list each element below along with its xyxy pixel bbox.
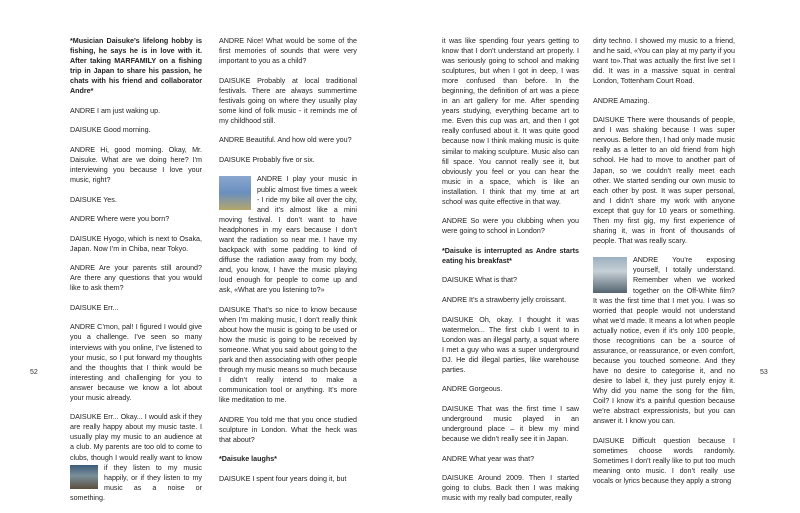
paragraph: DAISUKE Yes.: [70, 195, 117, 204]
paragraph: DAISUKE Good morning.: [70, 126, 151, 135]
paragraph: ANDRE Beautiful. And how old were you?: [219, 136, 352, 145]
paragraph: ANDRE Hi, good morning. Okay, Mr. Daisuke. What are we doing here? I’m interviewing you because I love your music, right?: [70, 145, 202, 185]
column-2: [219, 36, 357, 493]
page-number-left: 52: [30, 369, 38, 376]
paragraph: *Daisuke is interrupted as Andre starts eating his breakfast*: [442, 246, 579, 265]
paragraph: DAISUKE Err... Okay... I would ask if they are really happy about my music taste. I usually play my music to an audience at a club. My parents are too old to come to clubs, though I would really want to know if they listen to my music happily, or if they listen to my music as a noise or something.: [70, 413, 202, 502]
paragraph: DAISUKE Oh, okay. I thought it was watermelon... The first club I went to in London was an illegal party, a squat where I met a guy who was a super underground DJ. He did illegal parties, like warehouse parties.: [442, 315, 579, 374]
paragraph: DAISUKE That’s so nice to know because when I’m making music, I don’t really think about how the music is going to be used or how the music is going to be received by someone. What you said about going to the park and then associating with other people through my music means so much because I didn’t really intend to make a communication tool or anything. It’s more like meditation to me.: [219, 305, 357, 404]
paragraph: ANDRE I am just waking up.: [70, 106, 161, 115]
column-3: [442, 36, 579, 513]
paragraph: ANDRE It’s a strawberry jelly croissant.: [442, 296, 567, 305]
paragraph: ANDRE Are your parents still around? Are there any questions that you would like to ask them?: [70, 264, 202, 293]
paragraph: DAISUKE What is that?: [442, 276, 518, 285]
paragraph: DAISUKE I spent four years doing it, but: [219, 474, 347, 483]
paragraph: ANDRE You’re exposing yourself, I totally understand. Remember when we worked together on the Off-White film? It was the first time that I met you. I was so worried that people would not understand what we’d made. It means a lot when people actually notice, even if it’s only 100 people, those recognitions can be a source of assurance, or reassurance, or even comfort, because you touched someone. And they have no desire to categorise it, and no desire to label it, they just purely enjoy it. Why did you name the song for the film, Coil? I know it’s a painful question because we’re abstract expressionists, but you can answer it. I know you can.: [593, 256, 735, 426]
paragraph: DAISUKE Around 2009. Then I started going to clubs. Back then I was making music with my really bad computer, really: [442, 474, 579, 503]
paragraph: DAISUKE Probably five or six.: [219, 155, 315, 164]
paragraph: ANDRE Where were you born?: [70, 215, 170, 224]
paragraph: DAISUKE Err...: [70, 303, 119, 312]
paragraph: it was like spending four years getting to know that I don’t understand art properly. I was seriously going to school and making sculptures, but when I got in deep, I was more confused than before. In the beginning, the definition of art was a piece in an art gallery for me. After spending years studying, everything became art to me. Even this cup was art, and then I got really confused about it. It was quite good because now I think making music is quite similar to making sculpture. Music also can fill space. You cannot really see it, but obviously you feel or you can hear the music in a space, which is like an installation. I think that my time at art school was quite effective in that way.: [442, 37, 579, 206]
paragraph: ANDRE So were you clubbing when you were going to school in London?: [442, 217, 579, 236]
paragraph: DAISUKE Probably at local traditional festivals. There are always summertime festivals going on where they usually play some kind of folk music - it reminds me of my childhood still.: [219, 76, 357, 125]
paragraph: ANDRE C’mon, pal! I figured I would give you a challenge. I’ve seen so many interviews with you online, I’ve listened to your music, so I put forward my thoughts and the thoughts that I think would be interesting and challenging for you to answer because we know a lot about your music already.: [70, 323, 202, 402]
paragraph: ANDRE What year was that?: [442, 454, 535, 463]
photo-thumbnail: [593, 257, 627, 293]
paragraph: DAISUKE There were thousands of people, and I was shaking because I was super nervous. Before then, I had only made music really as a letter to an old friend from high school. He had to move to another part of Japan, so we couldn’t really meet each other. We started sending our own music to each other by post. It was super personal, and I didn’t share my work with anyone except that guy for 10 years or something. Then my first gig, my first experience of sharing it, was in front of thousands of people. That was really scary.: [593, 116, 735, 245]
column-1: [70, 36, 202, 512]
paragraph: DAISUKE Difficult question because I sometimes choose words randomly. Sometimes I don’t really like to put too much meaning onto music. I don’t really use vocals or lyrics because they apply a strong: [593, 436, 735, 485]
column-4: [593, 36, 735, 495]
photo-thumbnail: [219, 176, 251, 210]
paragraph: ANDRE You told me that you once studied sculpture in London. What the heck was that about?: [219, 415, 357, 444]
paragraph: *Musician Daisuke’s lifelong hobby is fishing, he says he is in love with it. After taking MARFAMILY on a fishing trip in Japan to share his passion, he chats with his friend and collaborator Andre*: [70, 37, 202, 96]
paragraph: *Daisuke laughs*: [219, 455, 277, 464]
photo-thumbnail: [70, 465, 98, 489]
paragraph: dirty techno. I showed my music to a friend, and he said, «You can play at my party if you want to».That was actually the first live set I did. It was in a massive squat in central London, Tottenham Court Road.: [593, 37, 735, 86]
paragraph: ANDRE I play your music in public almost five times a week - I ride my bike all over the city, and it’s almost like a mini moving festival. I don’t want to have headphones in my ears because I don’t want the radiation so near me. I have my backpack with some padding to kind of diffuse the radiation away from my body, and, you know, I have the music playing loud enough for people to come up and ask, «What are you listening to?»: [219, 175, 357, 294]
paragraph: DAISUKE That was the first time I saw underground music played in an underground place – it blew my mind because we didn’t really see it in Japan.: [442, 404, 579, 444]
paragraph: ANDRE Nice! What would be some of the first memories of sounds that were very important to you as a child?: [219, 37, 357, 66]
paragraph: ANDRE Gorgeous.: [442, 385, 503, 394]
paragraph: DAISUKE Hyogo, which is next to Osaka, Japan. Now I’m in Chiba, near Tokyo.: [70, 234, 202, 253]
page-number-right: 53: [760, 369, 768, 376]
paragraph: ANDRE Amazing.: [593, 96, 650, 105]
